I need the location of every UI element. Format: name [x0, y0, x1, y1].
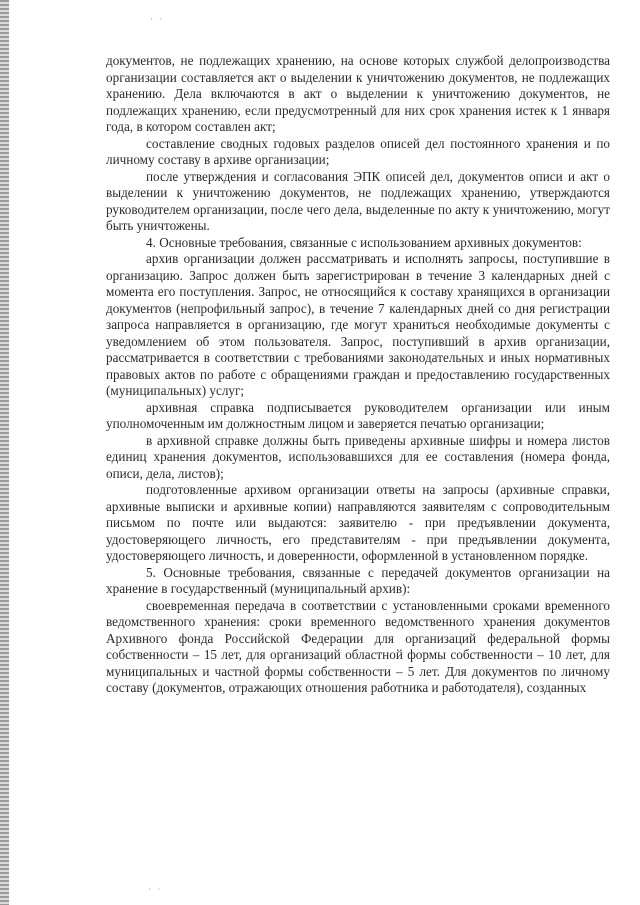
- paragraph: в архивной справке должны быть приведены архивные шифры и номера листов единиц хранения документов, использовавшихся для ее составления (номера фонда, описи, дела, листов);: [106, 432, 610, 481]
- page-mark-top: · ·: [150, 14, 165, 24]
- scan-edge: [0, 0, 9, 905]
- section-heading: 4. Основные требования, связанные с использованием архивных документов:: [146, 234, 582, 250]
- paragraph: подготовленные архивом организации ответы на запросы (архивные справки, архивные выписки и архивные копии) направляются заявителям с сопроводительным письмом по почте или выдаются: заявителю - при предъявлении документа, удостоверяющего личность, его представителям - при предъявлении документа, удостоверяющего личность, и доверенности, оформленной в установленном порядке.: [106, 482, 610, 563]
- paragraph: архив организации должен рассматривать и исполнять запросы, поступившие в организацию. Запрос должен быть зарегистрирован в течение 3 календарных дней с момента его поступления. Запрос, не относящийся к составу хранящихся в организации документов (непрофильный запрос), в течение 7 календарных дней со дня регистрации запроса направляется в организацию, где могут храниться необходимые документы с уведомлением об этом пользователя. Запрос, поступивший в архив организации, рассматривается в соответствии с требованиями законодательных и иных нормативных правовых актов по работе с обращениями граждан и предоставлению государственных (муниципальных) услуг;: [106, 251, 610, 398]
- paragraph: документов, не подлежащих хранению, на основе которых службой делопроизводства организации составляется акт о выделении к уничтожению документов, не подлежащих хранению. Дела включаются в акт о выделении к уничтожению документов, не подлежащих хранению, если предусмотренный для них срок хранения истек к 1 января года, в котором составлен акт;: [106, 53, 610, 134]
- section-heading: 5. Основные требования, связанные с передачей документов организации на хранение в государственный (муниципальный архив):: [106, 564, 610, 596]
- paragraph: своевременная передача в соответствии с установленными сроками временного ведомственного хранения: сроки временного ведомственного хранения документов Архивного фонда Российской Федерации для организаций федеральной формы собственности – 15 лет, для организаций областной формы собственности – 10 лет, для муниципальных и частной формы собственности – 5 лет. Для документов по личному составу (документов, отражающих отношения работника и работодателя), созданных: [106, 597, 610, 695]
- paragraph: после утверждения и согласования ЭПК описей дел, документов описи и акт о выделении к уничтожению документов, не подлежащих хранению, утверждаются руководителем организации, после чего дела, выделенные по акту к уничтожению, могут быть уничтожены.: [106, 168, 610, 233]
- paragraph: составление сводных годовых разделов описей дел постоянного хранения и по личному составу в архиве организации;: [106, 135, 610, 167]
- page-mark-bottom: · ·: [148, 884, 163, 894]
- document-body: [106, 53, 610, 697]
- paragraph: архивная справка подписывается руководителем организации или иным уполномоченным им должностным лицом и заверяется печатью организации;: [106, 399, 610, 431]
